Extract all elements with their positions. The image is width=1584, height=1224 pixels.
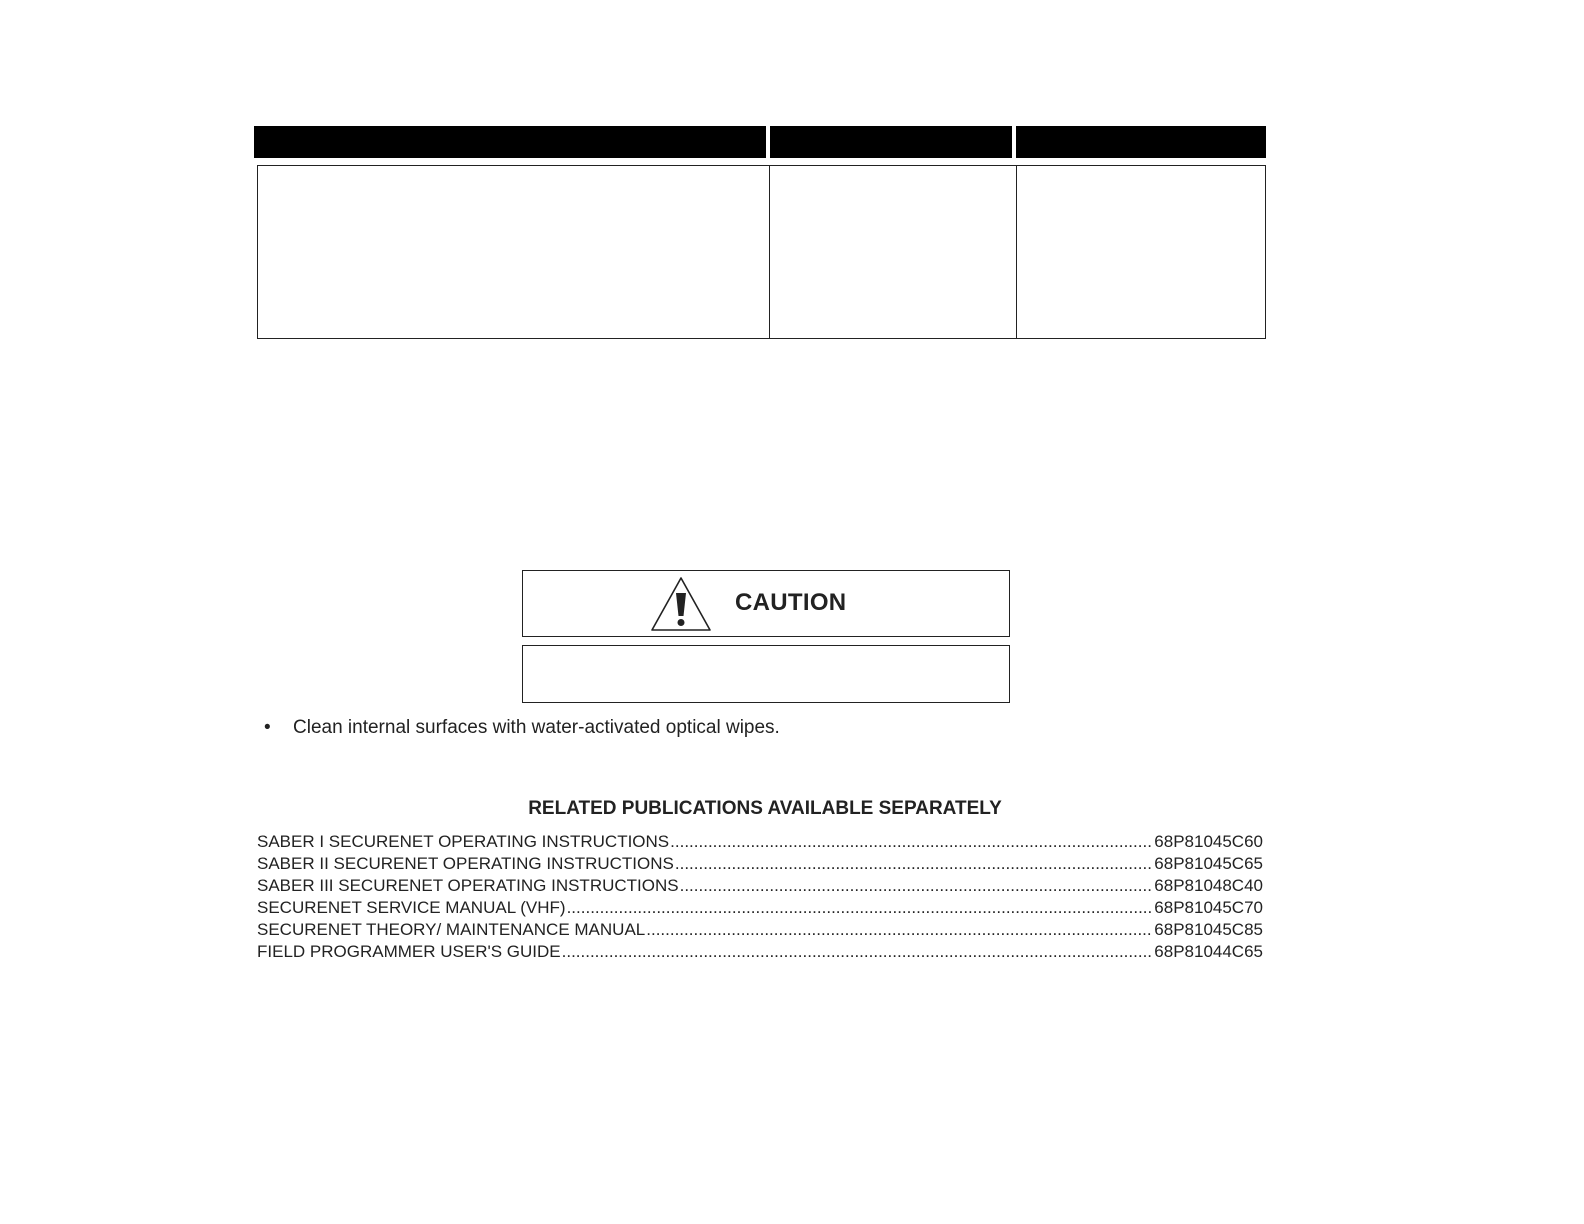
publications-list — [257, 831, 1263, 963]
table-header — [254, 126, 1266, 158]
publication-row — [257, 853, 1263, 875]
publication-row — [257, 919, 1263, 941]
publication-number: 68P81045C60 — [1154, 832, 1263, 851]
dot-leader — [567, 897, 1154, 919]
dot-leader — [646, 919, 1153, 941]
publication-number: 68P81045C70 — [1154, 898, 1263, 917]
table-cell-3 — [1017, 166, 1265, 338]
publication-title: SABER I SECURENET OPERATING INSTRUCTIONS — [257, 832, 670, 851]
caution-header — [522, 570, 1010, 637]
table-body — [257, 165, 1266, 339]
publication-title: SECURENET THEORY/ MAINTENANCE MANUAL — [257, 920, 646, 939]
table-header-cell-1 — [254, 126, 766, 158]
publication-row — [257, 941, 1263, 963]
bullet-text: Clean internal surfaces with water-activated optical wipes. — [293, 717, 780, 738]
publication-number: 68P81048C40 — [1154, 876, 1263, 895]
bullet-item — [264, 717, 780, 739]
publication-row — [257, 875, 1263, 897]
publication-title: SABER II SECURENET OPERATING INSTRUCTIONS — [257, 854, 674, 873]
publication-title: SECURENET SERVICE MANUAL (VHF) — [257, 898, 566, 917]
caution-label: CAUTION — [735, 589, 847, 616]
publication-title: SABER III SECURENET OPERATING INSTRUCTIONS — [257, 876, 679, 895]
table-header-cell-2 — [770, 126, 1012, 158]
publication-row — [257, 897, 1263, 919]
bullet-mark: • — [264, 717, 271, 738]
dot-leader — [675, 853, 1153, 875]
publication-number: 68P81045C65 — [1154, 854, 1263, 873]
dot-leader — [680, 875, 1154, 897]
table-header-cell-3 — [1016, 126, 1266, 158]
warning-triangle-icon — [650, 576, 712, 632]
dot-leader — [562, 941, 1154, 963]
caution-body — [522, 645, 1010, 703]
publication-number: 68P81044C65 — [1154, 942, 1263, 961]
publication-title: FIELD PROGRAMMER USER'S GUIDE — [257, 942, 561, 961]
dot-leader — [670, 831, 1153, 853]
table-cell-2 — [770, 166, 1017, 338]
table-cell-1 — [258, 166, 770, 338]
publication-number: 68P81045C85 — [1154, 920, 1263, 939]
publication-row — [257, 831, 1263, 853]
publications-title: RELATED PUBLICATIONS AVAILABLE SEPARATELY — [528, 798, 1002, 819]
